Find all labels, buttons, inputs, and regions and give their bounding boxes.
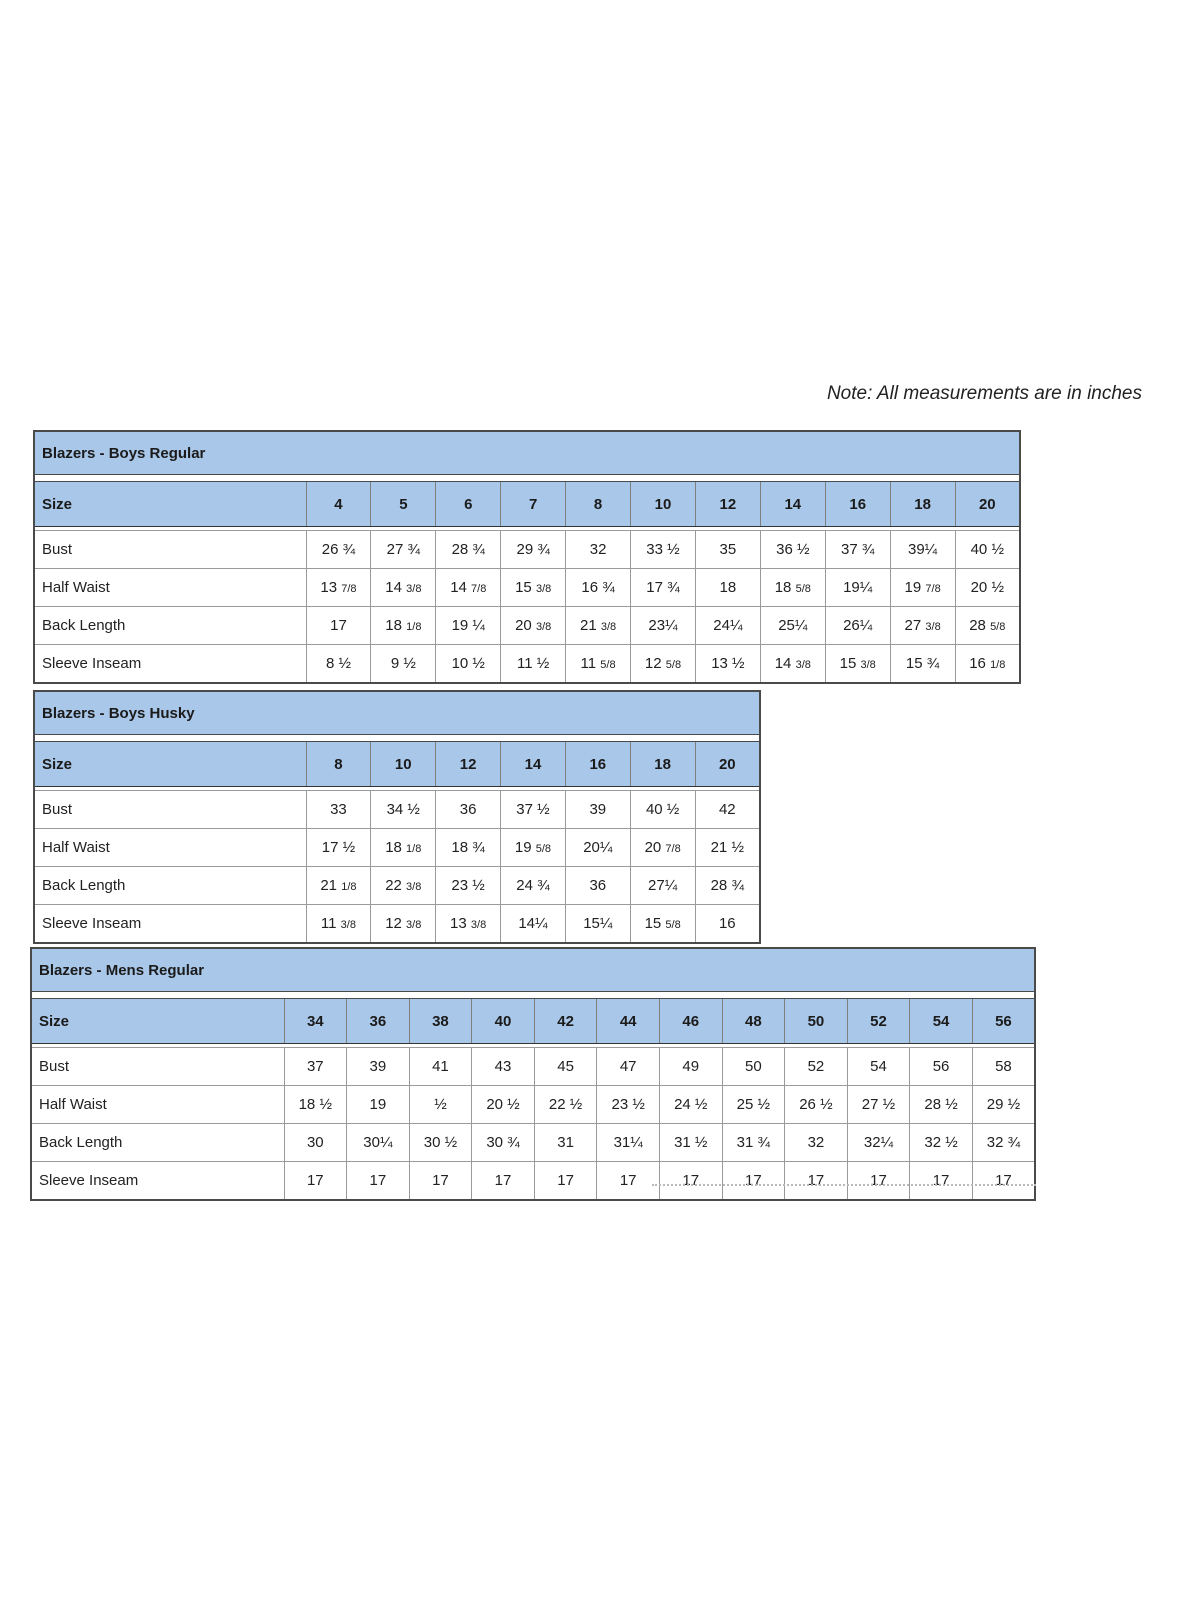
measurement-row xyxy=(31,1048,1035,1086)
value-cell: 27 ½ xyxy=(847,1086,910,1124)
value-cell: 14 7/8 xyxy=(436,569,501,607)
value-cell: 30 xyxy=(284,1124,347,1162)
size-header-label: Size xyxy=(34,742,306,787)
value-cell: 39¼ xyxy=(890,531,955,569)
size-header-cell: 42 xyxy=(534,999,597,1044)
value-cell: 17 xyxy=(972,1162,1035,1201)
gap-cell xyxy=(34,735,760,742)
value-cell: 19 5/8 xyxy=(501,829,566,867)
table-title-row xyxy=(34,431,1020,475)
value-cell: 23 ½ xyxy=(436,867,501,905)
title-gap-row xyxy=(34,735,760,742)
size-header-cell: 16 xyxy=(565,742,630,787)
row-label-cell: Bust xyxy=(34,531,306,569)
value-cell: 17 xyxy=(472,1162,535,1201)
value-cell: 17 xyxy=(306,607,371,645)
measurement-row xyxy=(34,531,1020,569)
value-cell: 11 5/8 xyxy=(566,645,631,684)
measurement-row xyxy=(34,867,760,905)
value-cell: 18 ¾ xyxy=(436,829,501,867)
value-cell: 31 xyxy=(534,1124,597,1162)
value-cell: 19 7/8 xyxy=(890,569,955,607)
size-header-cell: 54 xyxy=(910,999,973,1044)
value-cell: 22 3/8 xyxy=(371,867,436,905)
size-chart-table-2 xyxy=(33,690,761,944)
value-cell: 27¼ xyxy=(630,867,695,905)
size-header-cell: 14 xyxy=(501,742,566,787)
value-cell: 17 xyxy=(910,1162,973,1201)
value-cell: 30¼ xyxy=(347,1124,410,1162)
value-cell: 17 xyxy=(347,1162,410,1201)
size-header-cell: 48 xyxy=(722,999,785,1044)
size-header-cell: 14 xyxy=(760,482,825,527)
row-label-cell: Sleeve Inseam xyxy=(34,905,306,944)
value-cell: 15 ¾ xyxy=(890,645,955,684)
value-cell: 20 ½ xyxy=(955,569,1020,607)
value-cell: 47 xyxy=(597,1048,660,1086)
value-cell: 18 5/8 xyxy=(760,569,825,607)
size-header-cell: 12 xyxy=(695,482,760,527)
size-header-cell: 6 xyxy=(436,482,501,527)
value-cell: 21 1/8 xyxy=(306,867,371,905)
value-cell: 30 ½ xyxy=(409,1124,472,1162)
value-cell: 23 ½ xyxy=(597,1086,660,1124)
size-header-cell: 16 xyxy=(825,482,890,527)
value-cell: 17 xyxy=(597,1162,660,1201)
value-cell: 21 ½ xyxy=(695,829,760,867)
value-cell: 15 3/8 xyxy=(501,569,566,607)
value-cell: 31 ½ xyxy=(659,1124,722,1162)
value-cell: 17 xyxy=(847,1162,910,1201)
value-cell: 58 xyxy=(972,1048,1035,1086)
value-cell: 32 xyxy=(566,531,631,569)
value-cell: 50 xyxy=(722,1048,785,1086)
table-title: Blazers - Boys Regular xyxy=(34,431,1020,475)
measurement-row xyxy=(34,905,760,944)
measurement-row xyxy=(34,607,1020,645)
value-cell: 36 xyxy=(565,867,630,905)
measurement-row xyxy=(31,1124,1035,1162)
size-header-cell: 7 xyxy=(501,482,566,527)
value-cell: 17 ¾ xyxy=(631,569,696,607)
table-title: Blazers - Boys Husky xyxy=(34,691,760,735)
value-cell: 45 xyxy=(534,1048,597,1086)
value-cell: 25¼ xyxy=(760,607,825,645)
row-label-cell: Sleeve Inseam xyxy=(31,1162,284,1201)
value-cell: 26 ¾ xyxy=(306,531,371,569)
value-cell: 37 xyxy=(284,1048,347,1086)
value-cell: 17 ½ xyxy=(306,829,371,867)
value-cell: 20 3/8 xyxy=(501,607,566,645)
value-cell: 18 1/8 xyxy=(371,829,436,867)
value-cell: 29 ½ xyxy=(972,1086,1035,1124)
value-cell: 31¼ xyxy=(597,1124,660,1162)
value-cell: 24¼ xyxy=(695,607,760,645)
size-header-row xyxy=(34,482,1020,527)
size-header-cell: 52 xyxy=(847,999,910,1044)
value-cell: 15 5/8 xyxy=(630,905,695,944)
value-cell: 33 xyxy=(306,791,371,829)
size-header-cell: 12 xyxy=(436,742,501,787)
size-header-cell: 44 xyxy=(597,999,660,1044)
value-cell: 39 xyxy=(347,1048,410,1086)
value-cell: 17 xyxy=(659,1162,722,1201)
value-cell: 14¼ xyxy=(501,905,566,944)
value-cell: 8 ½ xyxy=(306,645,371,684)
value-cell: 31 ¾ xyxy=(722,1124,785,1162)
value-cell: 19¼ xyxy=(825,569,890,607)
value-cell: 27 ¾ xyxy=(371,531,436,569)
row-label-cell: Half Waist xyxy=(31,1086,284,1124)
size-header-cell: 40 xyxy=(472,999,535,1044)
size-chart-table-1 xyxy=(33,430,1021,684)
value-cell: 14 3/8 xyxy=(371,569,436,607)
value-cell: 42 xyxy=(695,791,760,829)
value-cell: 13 ½ xyxy=(695,645,760,684)
value-cell: 36 xyxy=(436,791,501,829)
value-cell: 26¼ xyxy=(825,607,890,645)
value-cell: 19 xyxy=(347,1086,410,1124)
row-label-cell: Bust xyxy=(34,791,306,829)
value-cell: 56 xyxy=(910,1048,973,1086)
value-cell: 17 xyxy=(284,1162,347,1201)
value-cell: 16 1/8 xyxy=(955,645,1020,684)
size-header-cell: 34 xyxy=(284,999,347,1044)
size-header-cell: 38 xyxy=(409,999,472,1044)
table-title-row xyxy=(31,948,1035,992)
value-cell: 11 3/8 xyxy=(306,905,371,944)
table-title-row xyxy=(34,691,760,735)
value-cell: 20 ½ xyxy=(472,1086,535,1124)
size-header-label: Size xyxy=(34,482,306,527)
value-cell: 40 ½ xyxy=(955,531,1020,569)
value-cell: 28 ½ xyxy=(910,1086,973,1124)
size-header-cell: 10 xyxy=(371,742,436,787)
value-cell: 24 ½ xyxy=(659,1086,722,1124)
title-gap-row xyxy=(31,992,1035,999)
value-cell: 39 xyxy=(565,791,630,829)
value-cell: 15¼ xyxy=(565,905,630,944)
value-cell: ½ xyxy=(409,1086,472,1124)
size-header-label: Size xyxy=(31,999,284,1044)
value-cell: 12 5/8 xyxy=(631,645,696,684)
value-cell: 20¼ xyxy=(565,829,630,867)
row-label-cell: Sleeve Inseam xyxy=(34,645,306,684)
size-header-row xyxy=(31,999,1035,1044)
row-label-cell: Half Waist xyxy=(34,829,306,867)
value-cell: 12 3/8 xyxy=(371,905,436,944)
size-header-cell: 18 xyxy=(630,742,695,787)
value-cell: 32¼ xyxy=(847,1124,910,1162)
size-header-cell: 36 xyxy=(347,999,410,1044)
value-cell: 29 ¾ xyxy=(501,531,566,569)
row-label-cell: Half Waist xyxy=(34,569,306,607)
size-header-row xyxy=(34,742,760,787)
value-cell: 11 ½ xyxy=(501,645,566,684)
value-cell: 18 ½ xyxy=(284,1086,347,1124)
value-cell: 13 7/8 xyxy=(306,569,371,607)
value-cell: 24 ¾ xyxy=(501,867,566,905)
measurement-row xyxy=(34,569,1020,607)
value-cell: 14 3/8 xyxy=(760,645,825,684)
value-cell: 30 ¾ xyxy=(472,1124,535,1162)
value-cell: 32 ¾ xyxy=(972,1124,1035,1162)
row-label-cell: Back Length xyxy=(31,1124,284,1162)
value-cell: 33 ½ xyxy=(631,531,696,569)
value-cell: 27 3/8 xyxy=(890,607,955,645)
table-title: Blazers - Mens Regular xyxy=(31,948,1035,992)
row-label-cell: Bust xyxy=(31,1048,284,1086)
value-cell: 9 ½ xyxy=(371,645,436,684)
value-cell: 20 7/8 xyxy=(630,829,695,867)
value-cell: 28 ¾ xyxy=(436,531,501,569)
value-cell: 17 xyxy=(534,1162,597,1201)
measurements-note: Note: All measurements are in inches xyxy=(826,383,1142,404)
value-cell: 18 xyxy=(695,569,760,607)
value-cell: 16 xyxy=(695,905,760,944)
row-label-cell: Back Length xyxy=(34,607,306,645)
size-header-cell: 20 xyxy=(695,742,760,787)
value-cell: 35 xyxy=(695,531,760,569)
dashed-divider xyxy=(652,1184,1036,1186)
size-header-cell: 56 xyxy=(972,999,1035,1044)
value-cell: 21 3/8 xyxy=(566,607,631,645)
value-cell: 10 ½ xyxy=(436,645,501,684)
value-cell: 23¼ xyxy=(631,607,696,645)
value-cell: 34 ½ xyxy=(371,791,436,829)
size-header-cell: 50 xyxy=(785,999,848,1044)
value-cell: 32 ½ xyxy=(910,1124,973,1162)
size-header-cell: 5 xyxy=(371,482,436,527)
measurement-row xyxy=(34,645,1020,684)
value-cell: 17 xyxy=(785,1162,848,1201)
value-cell: 26 ½ xyxy=(785,1086,848,1124)
size-header-cell: 4 xyxy=(306,482,371,527)
measurement-row xyxy=(31,1086,1035,1124)
measurement-row xyxy=(34,829,760,867)
size-header-cell: 18 xyxy=(890,482,955,527)
value-cell: 22 ½ xyxy=(534,1086,597,1124)
gap-cell xyxy=(31,992,1035,999)
size-header-cell: 46 xyxy=(659,999,722,1044)
value-cell: 32 xyxy=(785,1124,848,1162)
measurement-row xyxy=(31,1162,1035,1201)
size-header-cell: 8 xyxy=(306,742,371,787)
row-label-cell: Back Length xyxy=(34,867,306,905)
value-cell: 25 ½ xyxy=(722,1086,785,1124)
value-cell: 28 5/8 xyxy=(955,607,1020,645)
value-cell: 40 ½ xyxy=(630,791,695,829)
value-cell: 43 xyxy=(472,1048,535,1086)
value-cell: 13 3/8 xyxy=(436,905,501,944)
value-cell: 17 xyxy=(722,1162,785,1201)
value-cell: 54 xyxy=(847,1048,910,1086)
size-chart-table-3 xyxy=(30,947,1036,1201)
size-header-cell: 8 xyxy=(566,482,631,527)
value-cell: 37 ¾ xyxy=(825,531,890,569)
title-gap-row xyxy=(34,475,1020,482)
value-cell: 19 ¼ xyxy=(436,607,501,645)
value-cell: 36 ½ xyxy=(760,531,825,569)
value-cell: 17 xyxy=(409,1162,472,1201)
measurement-row xyxy=(34,791,760,829)
size-header-cell: 20 xyxy=(955,482,1020,527)
value-cell: 28 ¾ xyxy=(695,867,760,905)
value-cell: 41 xyxy=(409,1048,472,1086)
size-header-cell: 10 xyxy=(631,482,696,527)
value-cell: 18 1/8 xyxy=(371,607,436,645)
value-cell: 16 ¾ xyxy=(566,569,631,607)
value-cell: 49 xyxy=(659,1048,722,1086)
gap-cell xyxy=(34,475,1020,482)
value-cell: 15 3/8 xyxy=(825,645,890,684)
value-cell: 37 ½ xyxy=(501,791,566,829)
value-cell: 52 xyxy=(785,1048,848,1086)
